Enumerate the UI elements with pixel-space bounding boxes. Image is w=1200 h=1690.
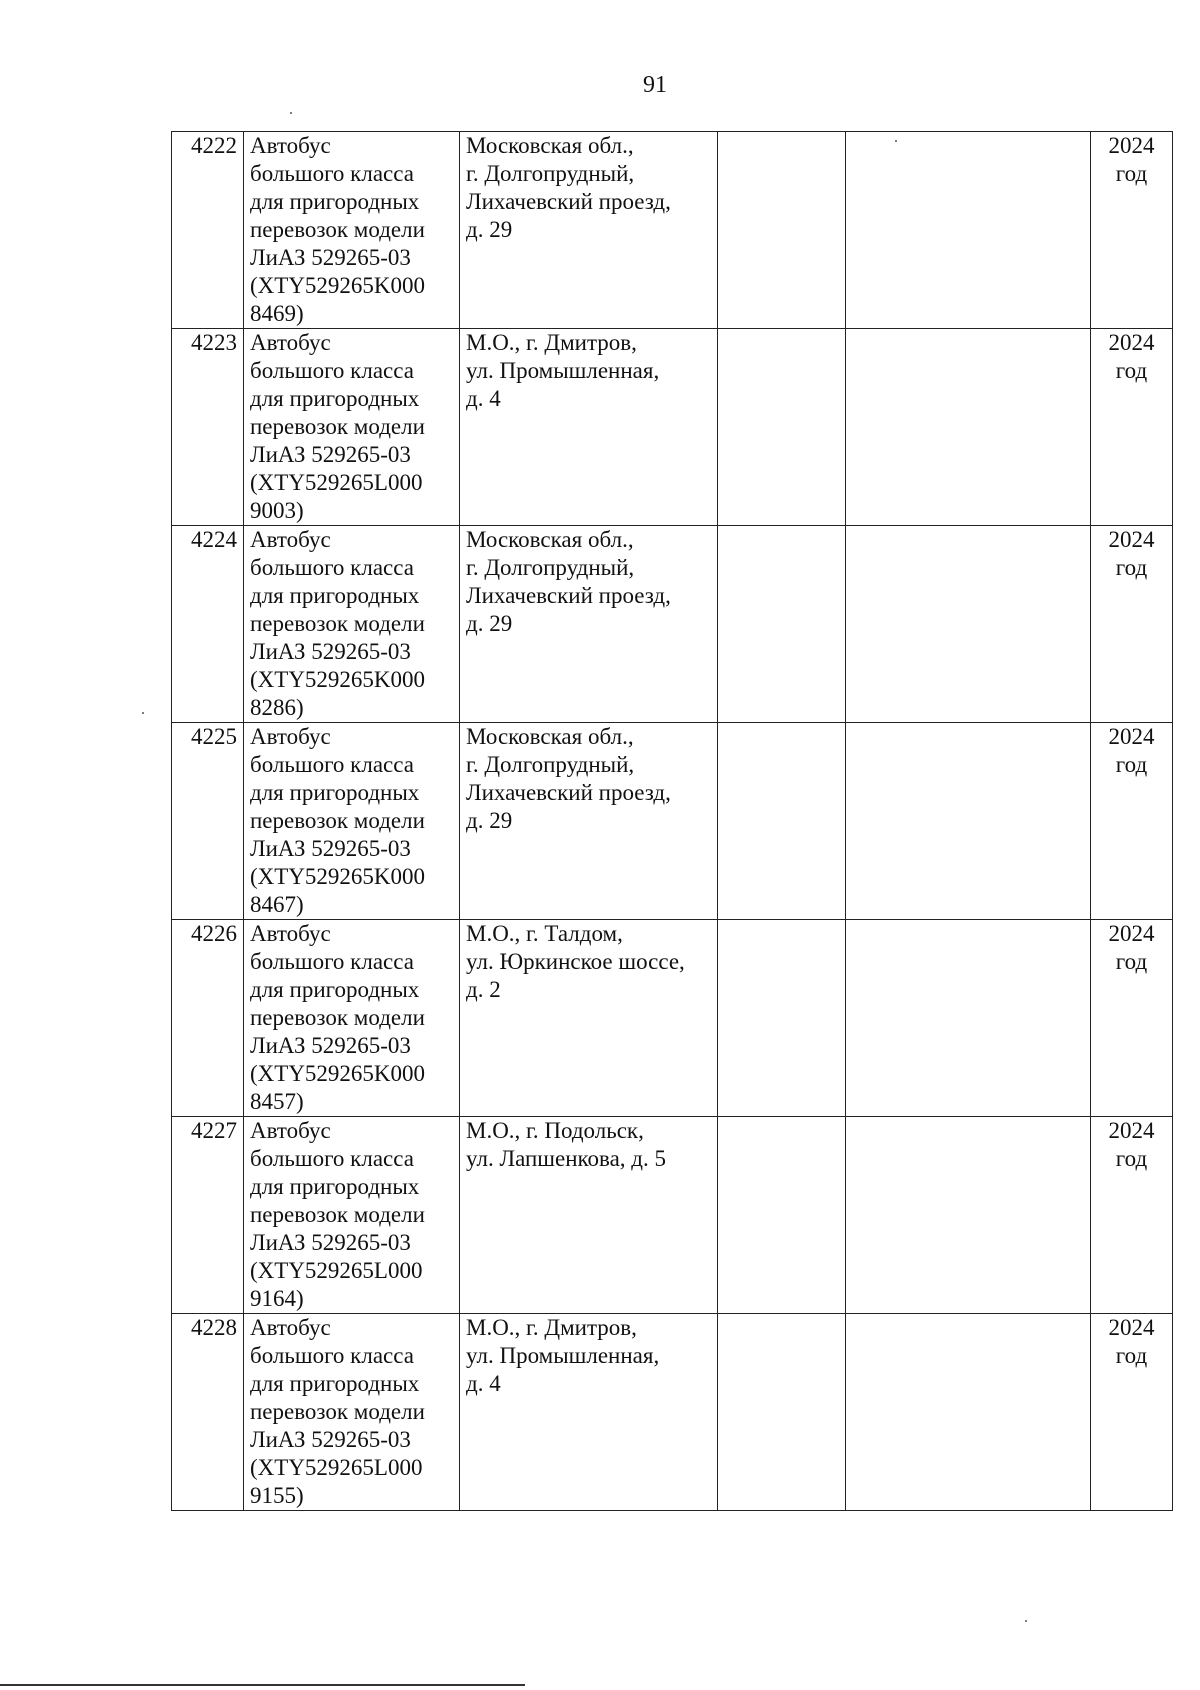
- scan-speck: [1025, 1620, 1027, 1622]
- name-line: 9164): [250, 1286, 304, 1311]
- empty-cell: [718, 132, 846, 329]
- vehicle-address: [460, 526, 718, 723]
- address-line: ул. Промышленная,: [466, 358, 660, 383]
- name-line: Автобус: [250, 527, 331, 552]
- name-line: для пригородных: [250, 977, 420, 1002]
- address-line: ул. Лапшенкова, д. 5: [466, 1146, 666, 1171]
- name-line: большого класса: [250, 1343, 414, 1368]
- name-line: (XTY529265K000: [250, 667, 426, 692]
- year-line: год: [1115, 358, 1148, 383]
- scan-speck: [142, 712, 144, 714]
- address-line: д. 4: [466, 1371, 501, 1396]
- name-line: Автобус: [250, 724, 331, 749]
- name-line: ЛиАЗ 529265-03: [250, 1427, 411, 1452]
- empty-cell: [846, 329, 1091, 526]
- vehicle-name: [244, 920, 460, 1117]
- registry-table: [171, 131, 1173, 1511]
- year-line: год: [1115, 949, 1148, 974]
- name-line: для пригородных: [250, 1174, 420, 1199]
- address-line: Лихачевский проезд,: [466, 780, 671, 805]
- address-line: М.О., г. Талдом,: [466, 921, 623, 946]
- row-number: 4222: [172, 132, 244, 329]
- row-number: 4227: [172, 1117, 244, 1314]
- name-line: большого класса: [250, 358, 414, 383]
- empty-cell: [718, 329, 846, 526]
- vehicle-name: [244, 526, 460, 723]
- row-number: 4223: [172, 329, 244, 526]
- address-line: г. Долгопрудный,: [466, 752, 635, 777]
- vehicle-name: [244, 132, 460, 329]
- name-line: перевозок модели: [250, 1399, 425, 1424]
- name-line: большого класса: [250, 949, 414, 974]
- empty-cell: [718, 723, 846, 920]
- address-line: М.О., г. Дмитров,: [466, 330, 637, 355]
- vehicle-address: [460, 1117, 718, 1314]
- empty-cell: [846, 920, 1091, 1117]
- empty-cell: [718, 1117, 846, 1314]
- address-line: Лихачевский проезд,: [466, 583, 671, 608]
- empty-cell: [846, 1314, 1091, 1511]
- vehicle-address: [460, 329, 718, 526]
- name-line: большого класса: [250, 1146, 414, 1171]
- vehicle-name: [244, 1314, 460, 1511]
- name-line: Автобус: [250, 921, 331, 946]
- name-line: ЛиАЗ 529265-03: [250, 442, 411, 467]
- name-line: (XTY529265L000: [250, 470, 423, 495]
- year-line: год: [1115, 555, 1148, 580]
- name-line: большого класса: [250, 752, 414, 777]
- name-line: ЛиАЗ 529265-03: [250, 639, 411, 664]
- address-line: д. 29: [466, 808, 513, 833]
- name-line: ЛиАЗ 529265-03: [250, 245, 411, 270]
- name-line: 8469): [250, 301, 304, 326]
- year-line: год: [1115, 161, 1148, 186]
- name-line: ЛиАЗ 529265-03: [250, 836, 411, 861]
- year-cell: [1091, 132, 1173, 329]
- row-number: 4224: [172, 526, 244, 723]
- empty-cell: [846, 1117, 1091, 1314]
- row-number: 4228: [172, 1314, 244, 1511]
- address-line: д. 29: [466, 217, 513, 242]
- table-row: [172, 1117, 1173, 1314]
- name-line: ЛиАЗ 529265-03: [250, 1230, 411, 1255]
- vehicle-name: [244, 329, 460, 526]
- vehicle-address: [460, 132, 718, 329]
- name-line: для пригородных: [250, 189, 420, 214]
- table-row: [172, 329, 1173, 526]
- name-line: (XTY529265K000: [250, 273, 426, 298]
- name-line: большого класса: [250, 161, 414, 186]
- address-line: ул. Юркинское шоссе,: [466, 949, 685, 974]
- name-line: (XTY529265K000: [250, 864, 426, 889]
- table-row: [172, 1314, 1173, 1511]
- name-line: (XTY529265L000: [250, 1258, 423, 1283]
- address-line: Московская обл.,: [466, 133, 634, 158]
- year-cell: [1091, 723, 1173, 920]
- name-line: (XTY529265K000: [250, 1061, 426, 1086]
- name-line: перевозок модели: [250, 808, 425, 833]
- address-line: г. Долгопрудный,: [466, 555, 635, 580]
- name-line: (XTY529265L000: [250, 1455, 423, 1480]
- address-line: д. 29: [466, 611, 513, 636]
- year-cell: [1091, 920, 1173, 1117]
- empty-cell: [846, 526, 1091, 723]
- year-line: 2024: [1108, 1118, 1155, 1143]
- year-line: 2024: [1108, 724, 1155, 749]
- address-line: М.О., г. Подольск,: [466, 1118, 644, 1143]
- name-line: 9003): [250, 498, 304, 523]
- table-row: [172, 920, 1173, 1117]
- year-cell: [1091, 329, 1173, 526]
- vehicle-name: [244, 1117, 460, 1314]
- address-line: Московская обл.,: [466, 527, 634, 552]
- name-line: для пригородных: [250, 780, 420, 805]
- name-line: Автобус: [250, 330, 331, 355]
- year-line: 2024: [1108, 330, 1155, 355]
- empty-cell: [846, 132, 1091, 329]
- address-line: Лихачевский проезд,: [466, 189, 671, 214]
- vehicle-address: [460, 1314, 718, 1511]
- year-line: год: [1115, 752, 1148, 777]
- name-line: перевозок модели: [250, 1005, 425, 1030]
- bottom-rule: [0, 1684, 525, 1686]
- vehicle-address: [460, 723, 718, 920]
- vehicle-address: [460, 920, 718, 1117]
- year-line: 2024: [1108, 921, 1155, 946]
- name-line: Автобус: [250, 133, 331, 158]
- name-line: 8457): [250, 1089, 304, 1114]
- vehicle-name: [244, 723, 460, 920]
- name-line: перевозок модели: [250, 217, 425, 242]
- table-row: [172, 723, 1173, 920]
- address-line: д. 2: [466, 977, 501, 1002]
- scan-speck: [895, 140, 897, 142]
- empty-cell: [718, 1314, 846, 1511]
- address-line: М.О., г. Дмитров,: [466, 1315, 637, 1340]
- name-line: для пригородных: [250, 583, 420, 608]
- row-number: 4226: [172, 920, 244, 1117]
- name-line: 8286): [250, 695, 304, 720]
- name-line: перевозок модели: [250, 611, 425, 636]
- row-number: 4225: [172, 723, 244, 920]
- page-number: 91: [643, 72, 667, 98]
- year-cell: [1091, 1314, 1173, 1511]
- name-line: большого класса: [250, 555, 414, 580]
- address-line: ул. Промышленная,: [466, 1343, 660, 1368]
- name-line: Автобус: [250, 1118, 331, 1143]
- address-line: д. 4: [466, 386, 501, 411]
- empty-cell: [718, 920, 846, 1117]
- year-cell: [1091, 1117, 1173, 1314]
- name-line: Автобус: [250, 1315, 331, 1340]
- name-line: перевозок модели: [250, 414, 425, 439]
- year-line: 2024: [1108, 527, 1155, 552]
- name-line: перевозок модели: [250, 1202, 425, 1227]
- address-line: г. Долгопрудный,: [466, 161, 635, 186]
- name-line: ЛиАЗ 529265-03: [250, 1033, 411, 1058]
- address-line: Московская обл.,: [466, 724, 634, 749]
- year-line: год: [1115, 1146, 1148, 1171]
- name-line: 9155): [250, 1483, 304, 1508]
- registry-body: [172, 132, 1173, 1511]
- year-line: 2024: [1108, 1315, 1155, 1340]
- name-line: для пригородных: [250, 1371, 420, 1396]
- table-row: [172, 132, 1173, 329]
- empty-cell: [846, 723, 1091, 920]
- empty-cell: [718, 526, 846, 723]
- name-line: 8467): [250, 892, 304, 917]
- table-row: [172, 526, 1173, 723]
- year-cell: [1091, 526, 1173, 723]
- scan-speck: [290, 112, 292, 114]
- name-line: для пригородных: [250, 386, 420, 411]
- year-line: 2024: [1108, 133, 1155, 158]
- year-line: год: [1115, 1343, 1148, 1368]
